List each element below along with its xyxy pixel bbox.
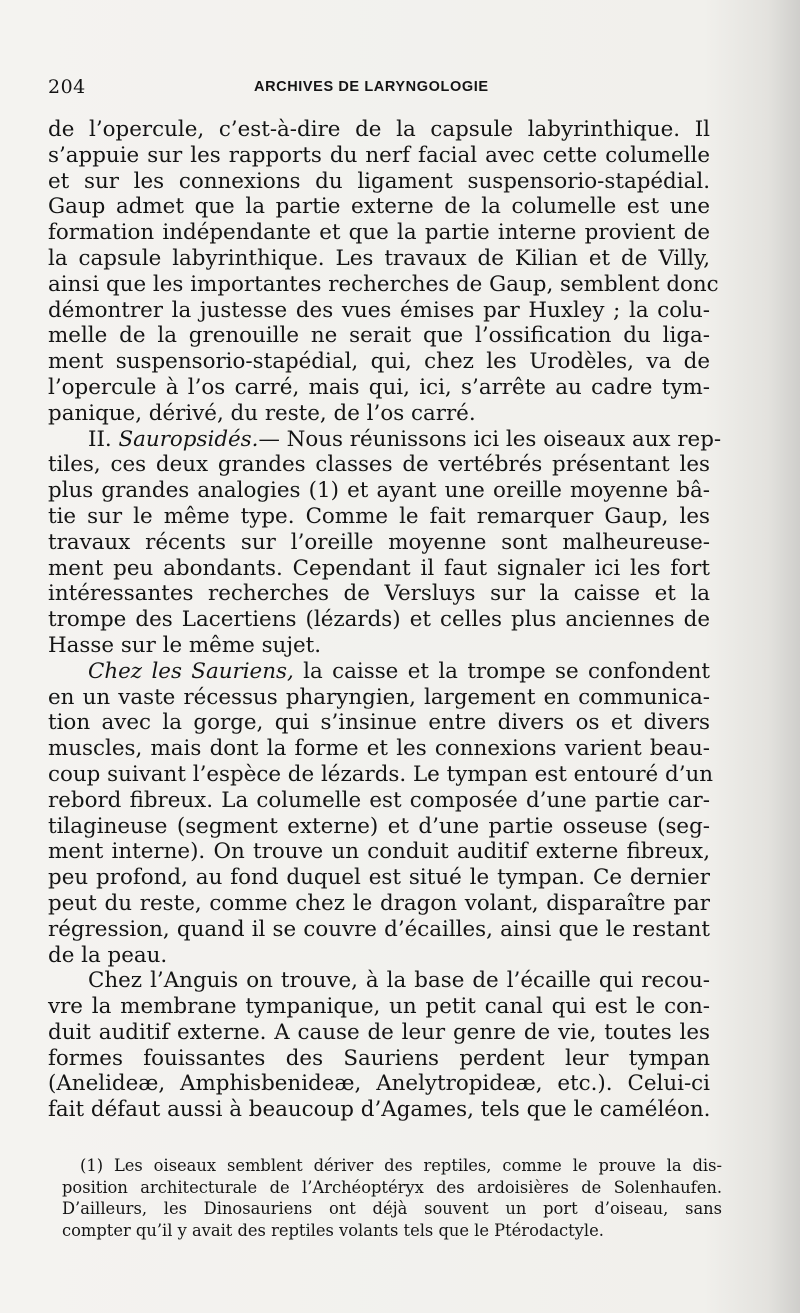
text-line: peu profond, au fond duquel est situé le tympan. Ce dernier [48, 865, 710, 891]
text-line: trompe des Lacertiens (lézards) et celles plus anciennes de [48, 607, 710, 633]
text-line: s’appuie sur les rapports du nerf facial avec cette columelle [48, 142, 710, 168]
text-line: tilagineuse (segment externe) et d’une partie osseuse (seg- [48, 813, 710, 839]
footnote [62, 1155, 722, 1241]
page-header [48, 76, 748, 100]
section-lead-text: — Nous réunissons ici les oiseaux aux rep- [258, 426, 722, 452]
text-line: tie sur le même type. Comme le fait remarquer Gaup, les [48, 503, 710, 529]
section-heading-line [48, 426, 722, 453]
text-line: de l’opercule, c’est-à-dire de la capsule labyrinthique. Il [48, 117, 710, 142]
footnote-line: D’ailleurs, les Dinosauriens ont déjà souvent un port d’oiseau, sans [62, 1199, 722, 1218]
text-line: ainsi que les importantes recherches de Gaup, semblent donc [48, 271, 719, 297]
text-line: melle de la grenouille ne serait que l’ossification du liga- [48, 323, 710, 349]
text-line: ment peu abondants. Cependant il faut signaler ici les fort [48, 555, 710, 581]
text-line: ment interne). On trouve un conduit auditif externe fibreux, [48, 839, 710, 865]
text-line: formation indépendante et que la partie interne provient de [48, 220, 710, 246]
page-number: 204 [48, 76, 86, 98]
text-line: tiles, ces deux grandes classes de vertébrés présentant les [48, 452, 710, 478]
text-line: vre la membrane tympanique, un petit canal qui est le con- [48, 994, 710, 1020]
text-line: Gaup admet que la partie externe de la columelle est une [48, 194, 710, 220]
text-line: démontrer la justesse des vues émises par Huxley ; la colu- [48, 297, 710, 323]
running-head: ARCHIVES DE LARYNGOLOGIE [254, 79, 489, 95]
section-number: II. [88, 426, 112, 452]
sauriens-heading-line [48, 659, 710, 685]
text-line: (Anelideæ, Amphisbenideæ, Anelytropideæ, etc.). Celui-ci [48, 1071, 710, 1097]
text-line: travaux récents sur l’oreille moyenne sont malheureuse- [48, 529, 710, 555]
text-line: formes fouissantes des Sauriens perdent leur tympan [48, 1045, 710, 1071]
body-text [48, 117, 722, 1123]
text-line: Hasse sur le même sujet. [48, 632, 322, 658]
sauriens-lead-text: la caisse et la trompe se confondent [293, 658, 710, 684]
text-line: en un vaste récessus pharyngien, largement en communica- [48, 684, 710, 710]
text-line: de la peau. [48, 942, 168, 968]
footnote-line: position architecturale de l’Archéoptéryx des ardoisières de Solenhaufen. [62, 1177, 722, 1197]
text-line: rebord fibreux. La columelle est composée d’une partie car- [48, 787, 710, 813]
sauriens-title: Chez les Sauriens, [88, 658, 294, 684]
text-line: fait défaut aussi à beaucoup d’Agames, tels que le caméléon. [48, 1097, 711, 1123]
text-line: ment suspensorio-stapédial, qui, chez les Urodèles, va de [48, 349, 710, 375]
text-line: duit auditif externe. A cause de leur genre de vie, toutes les [48, 1019, 710, 1045]
text-line: muscles, mais dont la forme et les connexions varient beau- [48, 736, 710, 762]
text-line: intéressantes recherches de Versluys sur la caisse et la [48, 581, 710, 607]
text-line: panique, dérivé, du reste, de l’os carré. [48, 400, 476, 426]
footnote-line: (1) Les oiseaux semblent dériver des reptiles, comme le prouve la dis- [80, 1156, 722, 1175]
text-line: tion avec la gorge, qui s’insinue entre divers os et divers [48, 710, 710, 736]
text-line: régression, quand il se couvre d’écailles, ainsi que le restant [48, 916, 710, 942]
text-line: plus grandes analogies (1) et ayant une oreille moyenne bâ- [48, 478, 710, 504]
text-line: et sur les connexions du ligament suspensorio-stapédial. [48, 168, 710, 194]
text-line: coup suivant l’espèce de lézards. Le tympan est entouré d’un [48, 761, 714, 787]
footnote-line: compter qu’il y avait des reptiles volants tels que le Ptérodactyle. [62, 1220, 604, 1240]
text-line: Chez l’Anguis on trouve, à la base de l’écaille qui recou- [88, 968, 710, 994]
text-line: la capsule labyrinthique. Les travaux de Kilian et de Villy, [48, 245, 710, 271]
text-line: l’opercule à l’os carré, mais qui, ici, s’arrête au cadre tym- [48, 374, 710, 400]
section-title: Sauropsidés. [118, 426, 259, 452]
text-line: peut du reste, comme chez le dragon volant, disparaître par [48, 890, 710, 916]
